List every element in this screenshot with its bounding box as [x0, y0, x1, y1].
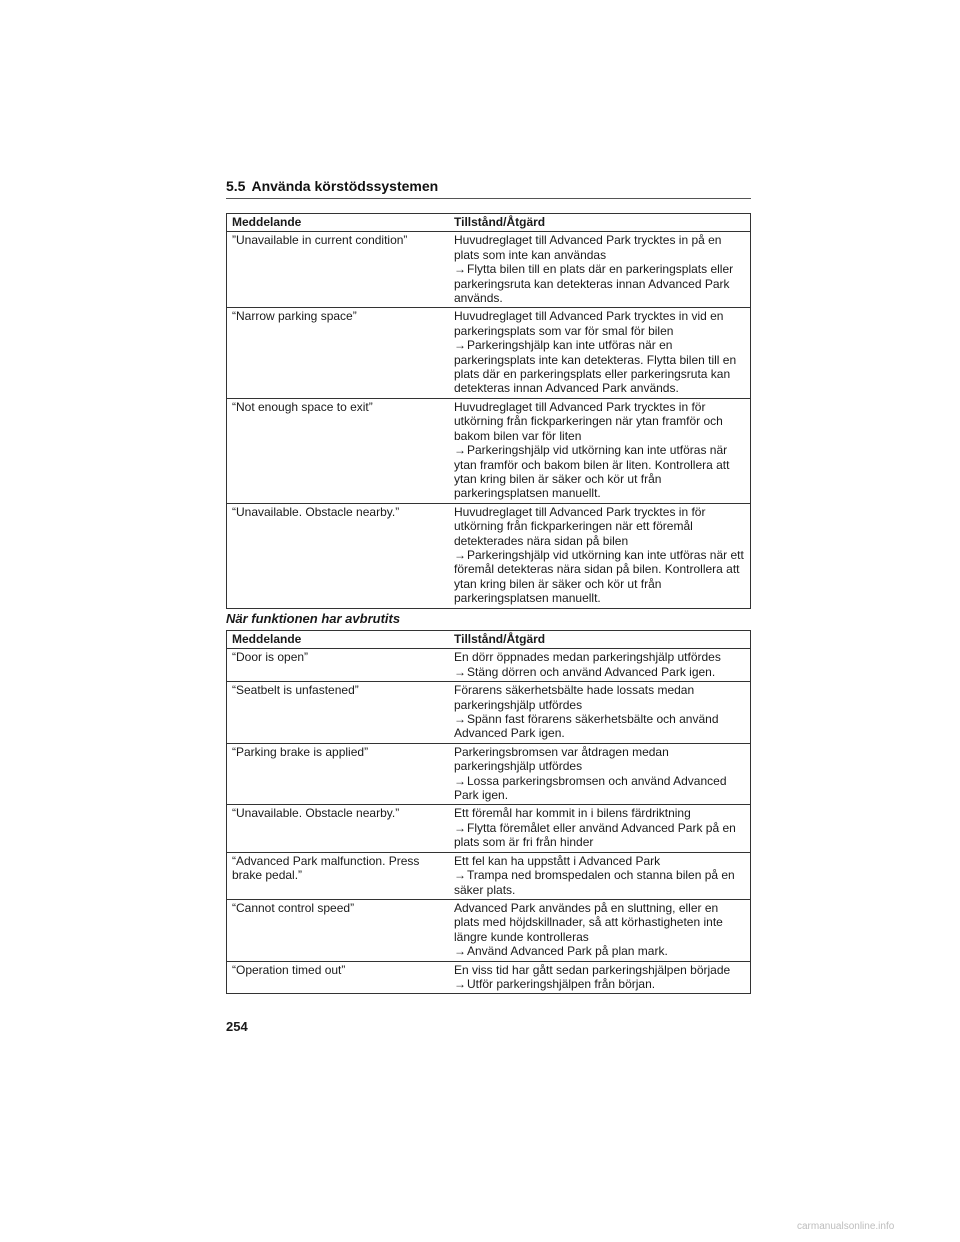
- condition-cell: [449, 398, 751, 503]
- condition-cell: [449, 852, 751, 899]
- action-text: Flytta bilen till en plats där en parkeringsplats eller parkeringsruta kan detekteras innan Advanced Park används.: [454, 262, 734, 306]
- condition-text: Parkeringsbromsen var åtdragen medan parkeringshjälp utfördes: [454, 744, 669, 774]
- message-cell: ”Unavailable in current condition”: [227, 232, 450, 308]
- action-text: Parkeringshjälp kan inte utföras när en parkeringsplats inte kan detekteras. Flytta bilen till en plats där en parkeringsplats eller parkeringsruta kan detekteras innan Advanced Park används.: [454, 338, 737, 396]
- action-text: Parkeringshjälp vid utkörning kan inte utföras när ytan framför och bakom bilen är liten. Kontrollera att ytan kring bilen är säker och kör ut från parkeringsplatsen manuellt.: [454, 443, 730, 501]
- page-number: 254: [226, 1019, 248, 1034]
- action-text: Lossa parkeringsbromsen och använd Advanced Park igen.: [454, 773, 727, 803]
- arrow-icon: →: [454, 712, 466, 727]
- action-text: Parkeringshjälp vid utkörning kan inte utföras när ett föremål detekteras nära sidan på bilen. Kontrollera att ytan kring bilen är säker och kör ut från parkeringsplatsen manuellt.: [454, 547, 744, 606]
- condition-cell: [449, 961, 751, 994]
- interruption-table: [226, 630, 751, 994]
- action-text: Spänn fast förarens säkerhetsbälte och använd Advanced Park igen.: [454, 712, 719, 741]
- table-row: [227, 899, 751, 961]
- column-header-condition: Tillstånd/Åtgärd: [449, 631, 751, 649]
- table-row: [227, 308, 751, 398]
- section-title: Använda körstödssystemen: [251, 178, 439, 194]
- message-cell: “Not enough space to exit”: [227, 398, 450, 503]
- arrow-icon: →: [454, 944, 466, 959]
- table-row: [227, 682, 751, 744]
- table-row: [227, 398, 751, 503]
- table-row: [227, 961, 751, 994]
- action-text: Använd Advanced Park på plan mark.: [467, 944, 668, 959]
- action-text: Utför parkeringshjälpen från början.: [467, 976, 656, 991]
- table-row: [227, 852, 751, 899]
- condition-cell: [449, 308, 751, 398]
- message-cell: “Unavailable. Obstacle nearby.”: [227, 503, 450, 608]
- message-cell: “Parking brake is applied”: [227, 743, 450, 805]
- condition-cell: [449, 232, 751, 308]
- arrow-icon: →: [454, 664, 466, 679]
- condition-text: Ett föremål har kommit in i bilens färdriktning: [454, 806, 691, 821]
- watermark[interactable]: carmanualsonline.info: [797, 1221, 895, 1232]
- message-cell: “Advanced Park malfunction. Press brake pedal.”: [227, 852, 450, 899]
- condition-cell: [449, 805, 751, 852]
- table-header-row: [227, 214, 751, 232]
- condition-text: Advanced Park användes på en sluttning, eller en plats med höjdskillnader, så att körhastigheten inte längre kunde kontrolleras: [454, 900, 723, 944]
- column-header-condition: Tillstånd/Åtgärd: [449, 214, 751, 232]
- condition-cell: [449, 899, 751, 961]
- column-header-message: Meddelande: [227, 214, 450, 232]
- table-header-row: [227, 631, 751, 649]
- arrow-icon: →: [454, 443, 466, 458]
- table-row: [227, 232, 751, 308]
- arrow-icon: →: [454, 976, 466, 991]
- message-cell: “Door is open”: [227, 649, 450, 682]
- condition-text: Huvudreglaget till Advanced Park trycktes in på en plats som inte kan användas: [454, 233, 722, 262]
- arrow-icon: →: [454, 547, 466, 562]
- condition-cell: [449, 503, 751, 608]
- table-row: [227, 649, 751, 682]
- column-header-message: Meddelande: [227, 631, 450, 649]
- arrow-icon: →: [454, 820, 466, 835]
- action-text: Flytta föremålet eller använd Advanced Park på en plats som är fri från hinder: [454, 820, 736, 850]
- condition-text: Huvudreglaget till Advanced Park trycktes in för utkörning från fickparkeringen när ytan framför och bakom bilen var för liten: [454, 399, 723, 443]
- status-table: [226, 213, 751, 609]
- condition-text: Förarens säkerhetsbälte hade lossats medan parkeringshjälp utfördes: [454, 683, 695, 712]
- action-text: Stäng dörren och använd Advanced Park igen.: [467, 664, 716, 679]
- table-row: [227, 743, 751, 805]
- message-cell: “Narrow parking space”: [227, 308, 450, 398]
- condition-text: En dörr öppnades medan parkeringshjälp utfördes: [454, 650, 721, 665]
- arrow-icon: →: [454, 773, 466, 788]
- arrow-icon: →: [454, 868, 466, 883]
- condition-text: En viss tid har gått sedan parkeringshjälpen började: [454, 962, 731, 977]
- condition-cell: [449, 682, 751, 744]
- table-row: [227, 805, 751, 852]
- condition-text: Ett fel kan ha uppstått i Advanced Park: [454, 853, 661, 868]
- arrow-icon: →: [454, 262, 466, 277]
- subheading: När funktionen har avbrutits: [226, 611, 401, 626]
- section-header: [226, 178, 751, 199]
- message-cell: “Operation timed out”: [227, 961, 450, 994]
- table-row: [227, 503, 751, 608]
- arrow-icon: →: [454, 338, 466, 353]
- message-cell: “Seatbelt is unfastened”: [227, 682, 450, 744]
- condition-cell: [449, 743, 751, 805]
- section-number: 5.5: [226, 178, 246, 194]
- condition-cell: [449, 649, 751, 682]
- action-text: Trampa ned bromspedalen och stanna bilen på en säker plats.: [454, 868, 735, 897]
- condition-text: Huvudreglaget till Advanced Park trycktes in vid en parkeringsplats som var för smal för bilen: [454, 309, 724, 338]
- message-cell: “Cannot control speed”: [227, 899, 450, 961]
- message-cell: “Unavailable. Obstacle nearby.”: [227, 805, 450, 852]
- condition-text: Huvudreglaget till Advanced Park trycktes in för utkörning från fickparkeringen när ett föremål detekterades nära sidan på bilen: [454, 504, 706, 548]
